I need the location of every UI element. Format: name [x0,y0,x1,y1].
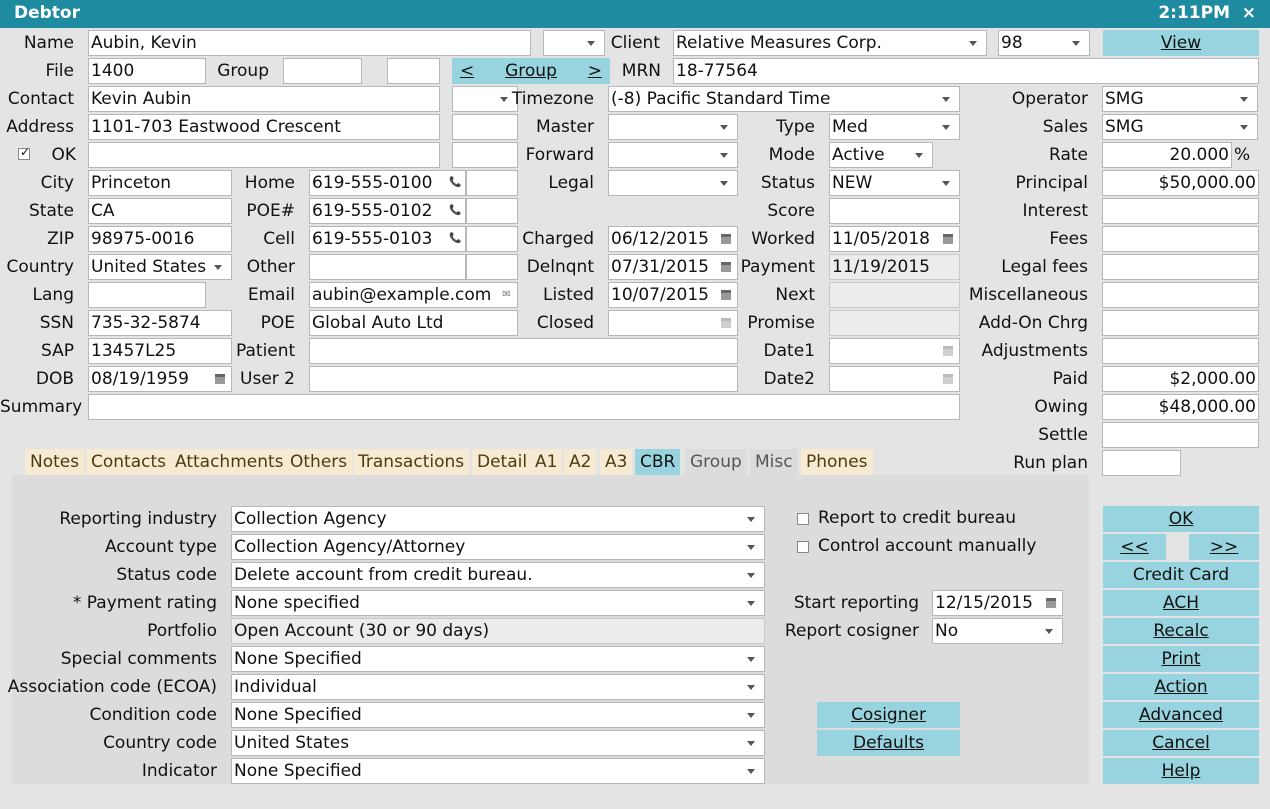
report-cosigner-dropdown[interactable]: No [932,618,1063,644]
tab-others[interactable]: Others [285,449,352,475]
name-suffix-dropdown[interactable] [543,30,605,56]
settle-label: Settle [1038,425,1088,445]
group-nav-button[interactable]: Group [505,61,557,81]
other-label: Other [246,257,295,277]
report-credit-bureau-checkbox[interactable] [797,513,809,525]
poe-label: POE [260,313,295,333]
control-manually-checkbox[interactable] [797,541,809,553]
tab-attachments[interactable]: Attachments [170,449,289,475]
defaults-button[interactable]: Defaults [817,730,960,756]
legal-fees-label: Legal fees [1001,257,1088,277]
cell-phone-field[interactable] [309,226,466,252]
cell-phone-value: 619-555-0103 [312,229,433,249]
help-button[interactable]: Help [1103,758,1259,784]
patient-field[interactable] [309,338,738,364]
condition-code-label: Condition code [89,705,217,725]
forward-dropdown[interactable] [608,142,738,168]
payment-rating-dropdown[interactable]: None specified [231,590,765,616]
mode-dropdown[interactable]: Active [829,142,933,168]
window-title: Debtor [14,3,80,23]
name-label: Name [23,33,74,53]
rate-unit: % [1234,145,1251,165]
contact-type-dropdown[interactable] [452,86,518,112]
charged-date-field[interactable] [608,226,738,252]
address-label: Address [6,117,74,137]
lang-field[interactable] [88,282,206,308]
group-nav [452,58,610,84]
master-dropdown[interactable] [608,114,738,140]
other-phone-field[interactable] [309,254,466,280]
adjustments-field[interactable] [1102,338,1259,364]
tab-phones[interactable]: Phones [801,449,873,475]
tab-cbr[interactable]: CBR [635,449,680,475]
name-field[interactable]: Aubin, Kevin [88,30,531,56]
city-field[interactable]: Princeton [88,170,232,196]
advanced-button[interactable]: Advanced [1103,702,1259,728]
status-code-dropdown[interactable]: Delete account from credit bureau. [231,562,765,588]
type-dropdown[interactable]: Med [829,114,960,140]
payment-rating-label: * Payment rating [72,593,217,613]
next-field [829,282,960,308]
adjustments-label: Adjustments [981,341,1088,361]
zip-field[interactable]: 98975-0016 [88,226,232,252]
cosigner-button[interactable]: Cosigner [817,702,960,728]
group-label: Group [217,61,269,81]
misc-label: Miscellaneous [968,285,1088,305]
file-field[interactable]: 1400 [88,58,206,84]
title-bar [0,0,1270,28]
group-extra-field[interactable] [387,58,440,84]
start-reporting-value: 12/15/2015 [935,593,1033,613]
forward-label: Forward [525,145,594,165]
portfolio-field: Open Account (30 or 90 days) [231,618,765,644]
ssn-label: SSN [39,313,74,333]
tab-a2[interactable]: A2 [564,449,596,475]
calendar-icon[interactable] [215,374,225,384]
paid-field[interactable]: $2,000.00 [1102,366,1259,392]
status-label: Status [760,173,815,193]
home-phone-value: 619-555-0100 [312,173,433,193]
sap-label: SAP [41,341,74,361]
dob-field[interactable] [88,366,232,392]
home-phone-field[interactable] [309,170,466,196]
state-label: State [29,201,74,221]
address2-field[interactable] [88,142,440,168]
type-label: Type [775,117,815,137]
date2-label: Date2 [763,369,815,389]
calendar-icon[interactable] [721,290,731,300]
tab-detail[interactable]: Detail [472,449,532,475]
fees-label: Fees [1049,229,1088,249]
calendar-icon[interactable] [943,374,953,384]
addon-label: Add-On Chrg [978,313,1088,333]
country-dropdown[interactable]: United States [88,254,232,280]
state-field[interactable]: CA [88,198,232,224]
user2-field[interactable] [309,366,738,392]
ach-button[interactable]: ACH [1103,590,1259,616]
worked-date-value: 11/05/2018 [832,229,930,249]
master-label: Master [535,117,594,137]
worked-date-field[interactable] [829,226,960,252]
listed-date-value: 10/07/2015 [611,285,709,305]
print-button[interactable]: Print [1103,646,1259,672]
start-reporting-field[interactable] [932,590,1063,616]
close-icon[interactable]: × [1241,3,1256,23]
worked-label: Worked [751,229,815,249]
charged-label: Charged [522,229,594,249]
poe-field[interactable]: Global Auto Ltd [309,310,518,336]
run-plan-label: Run plan [1013,453,1088,473]
email-label: Email [247,285,295,305]
user2-label: User 2 [240,369,295,389]
control-manually-label: Control account manually [818,536,1037,556]
calendar-icon[interactable] [1046,598,1056,608]
date1-field[interactable] [829,338,960,364]
poe-number-label: POE# [246,201,295,221]
poe-ext-field[interactable] [466,198,518,224]
promise-label: Promise [747,313,815,333]
group-next-button[interactable]: > [587,61,602,81]
operator-dropdown[interactable]: SMG [1102,86,1258,112]
settle-field[interactable] [1102,422,1259,448]
tab-transactions[interactable]: Transactions [353,449,469,475]
group-prev-button[interactable]: < [460,61,475,81]
next-label: Next [775,285,815,305]
addon-field[interactable] [1102,310,1259,336]
delnqnt-date-value: 07/31/2015 [611,257,709,277]
summary-field[interactable] [88,394,960,420]
owing-field[interactable]: $48,000.00 [1102,394,1259,420]
interest-label: Interest [1022,201,1088,221]
calendar-icon[interactable] [721,318,731,328]
email-value: aubin@example.com [312,285,492,305]
payment-date-field: 11/19/2015 [829,254,960,280]
tab-notes[interactable]: Notes [25,449,84,475]
action-button[interactable]: Action [1103,674,1259,700]
home-label: Home [244,173,295,193]
listed-label: Listed [543,285,594,305]
ecoa-dropdown[interactable]: Individual [231,674,765,700]
rate-field[interactable]: 20.000 [1102,142,1232,168]
interest-field[interactable] [1102,198,1259,224]
email-field[interactable] [309,282,518,308]
calendar-icon[interactable] [943,346,953,356]
legal-dropdown[interactable] [608,170,738,196]
ok-label: OK [51,145,76,165]
cell-label: Cell [263,229,295,249]
file-label: File [45,61,74,81]
contact-label: Contact [7,89,74,109]
payment-label: Payment [740,257,815,277]
client-dropdown[interactable]: Relative Measures Corp. [673,30,987,56]
dob-value: 08/19/1959 [91,369,189,389]
cancel-button[interactable]: Cancel [1103,730,1259,756]
owing-label: Owing [1034,397,1088,417]
legal-label: Legal [548,173,594,193]
ecoa-label: Association code (ECOA) [7,677,217,697]
principal-field[interactable]: $50,000.00 [1102,170,1259,196]
ok-button[interactable]: OK [1103,506,1259,532]
listed-date-field[interactable] [608,282,738,308]
sales-label: Sales [1042,117,1088,137]
report-cosigner-label: Report cosigner [784,621,919,641]
reporting-industry-dropdown[interactable]: Collection Agency [231,506,765,532]
closed-label: Closed [536,313,594,333]
indicator-label: Indicator [141,761,217,781]
delnqnt-label: Delnqnt [526,257,594,277]
score-field[interactable] [829,198,960,224]
dob-label: DOB [35,369,74,389]
timezone-label: Timezone [511,89,594,109]
calendar-icon[interactable] [721,262,731,272]
tab-a3[interactable]: A3 [600,449,632,475]
date1-label: Date1 [763,341,815,361]
special-comments-dropdown[interactable]: None Specified [231,646,765,672]
ssn-field[interactable]: 735-32-5874 [88,310,232,336]
mrn-field[interactable]: 18-77564 [673,58,1259,84]
phone-icon[interactable]: 📞 [449,205,462,216]
address-extra-field[interactable] [452,114,518,140]
delnqnt-date-field[interactable] [608,254,738,280]
country-code-label: Country code [103,733,217,753]
next-record-button[interactable]: >> [1189,534,1259,560]
clock: 2:11PM [1158,3,1230,23]
fees-field[interactable] [1102,226,1259,252]
calendar-icon[interactable] [943,234,953,244]
report-credit-bureau-label: Report to credit bureau [818,508,1017,528]
phone-icon[interactable]: 📞 [449,233,462,244]
condition-code-dropdown[interactable]: None Specified [231,702,765,728]
contact-field[interactable]: Kevin Aubin [88,86,440,112]
principal-label: Principal [1015,173,1088,193]
reporting-industry-label: Reporting industry [59,509,217,529]
paid-label: Paid [1052,369,1088,389]
patient-label: Patient [236,341,296,361]
recalc-button[interactable]: Recalc [1103,618,1259,644]
charged-date-value: 06/12/2015 [611,229,709,249]
credit-card-button[interactable]: Credit Card [1103,562,1259,588]
status-dropdown[interactable]: NEW [829,170,960,196]
client-code-dropdown[interactable]: 98 [998,30,1090,56]
promise-field [829,310,960,336]
closed-date-field[interactable] [608,310,738,336]
legal-fees-field[interactable] [1102,254,1259,280]
country-code-dropdown[interactable]: United States [231,730,765,756]
timezone-dropdown[interactable]: (-8) Pacific Standard Time [608,86,960,112]
summary-label: Summary [0,397,83,417]
special-comments-label: Special comments [60,649,217,669]
mrn-label: MRN [621,61,661,81]
view-button[interactable]: View [1103,30,1259,56]
lang-label: Lang [32,285,74,305]
poe-phone-value: 619-555-0102 [312,201,433,221]
sales-dropdown[interactable]: SMG [1102,114,1258,140]
rate-label: Rate [1049,145,1088,165]
account-type-dropdown[interactable]: Collection Agency/Attorney [231,534,765,560]
score-label: Score [767,201,815,221]
mail-icon[interactable]: ✉ [502,289,511,300]
status-code-label: Status code [116,565,217,585]
start-reporting-label: Start reporting [793,593,919,613]
date2-field[interactable] [829,366,960,392]
calendar-icon[interactable] [721,234,731,244]
operator-label: Operator [1011,89,1088,109]
previous-record-button[interactable]: << [1103,534,1166,560]
address-field[interactable]: 1101-703 Eastwood Crescent [88,114,440,140]
account-type-label: Account type [104,537,217,557]
ok-checkbox[interactable] [18,148,30,160]
zip-label: ZIP [47,229,74,249]
address2-extra-field[interactable] [452,142,518,168]
sap-field[interactable]: 13457L25 [88,338,232,364]
group-field[interactable] [283,58,362,84]
client-label: Client [610,33,660,53]
misc-field[interactable] [1102,282,1259,308]
mode-label: Mode [768,145,815,165]
portfolio-label: Portfolio [147,621,217,641]
tab-group[interactable]: Group [685,449,747,475]
tab-a1[interactable]: A1 [530,449,562,475]
tab-misc[interactable]: Misc [750,449,798,475]
phone-icon[interactable]: 📞 [449,177,462,188]
tab-contacts[interactable]: Contacts [86,449,171,475]
country-label: Country [6,257,74,277]
city-label: City [40,173,74,193]
poe-phone-field[interactable] [309,198,466,224]
indicator-dropdown[interactable]: None Specified [231,758,765,784]
run-plan-field[interactable] [1102,450,1181,476]
